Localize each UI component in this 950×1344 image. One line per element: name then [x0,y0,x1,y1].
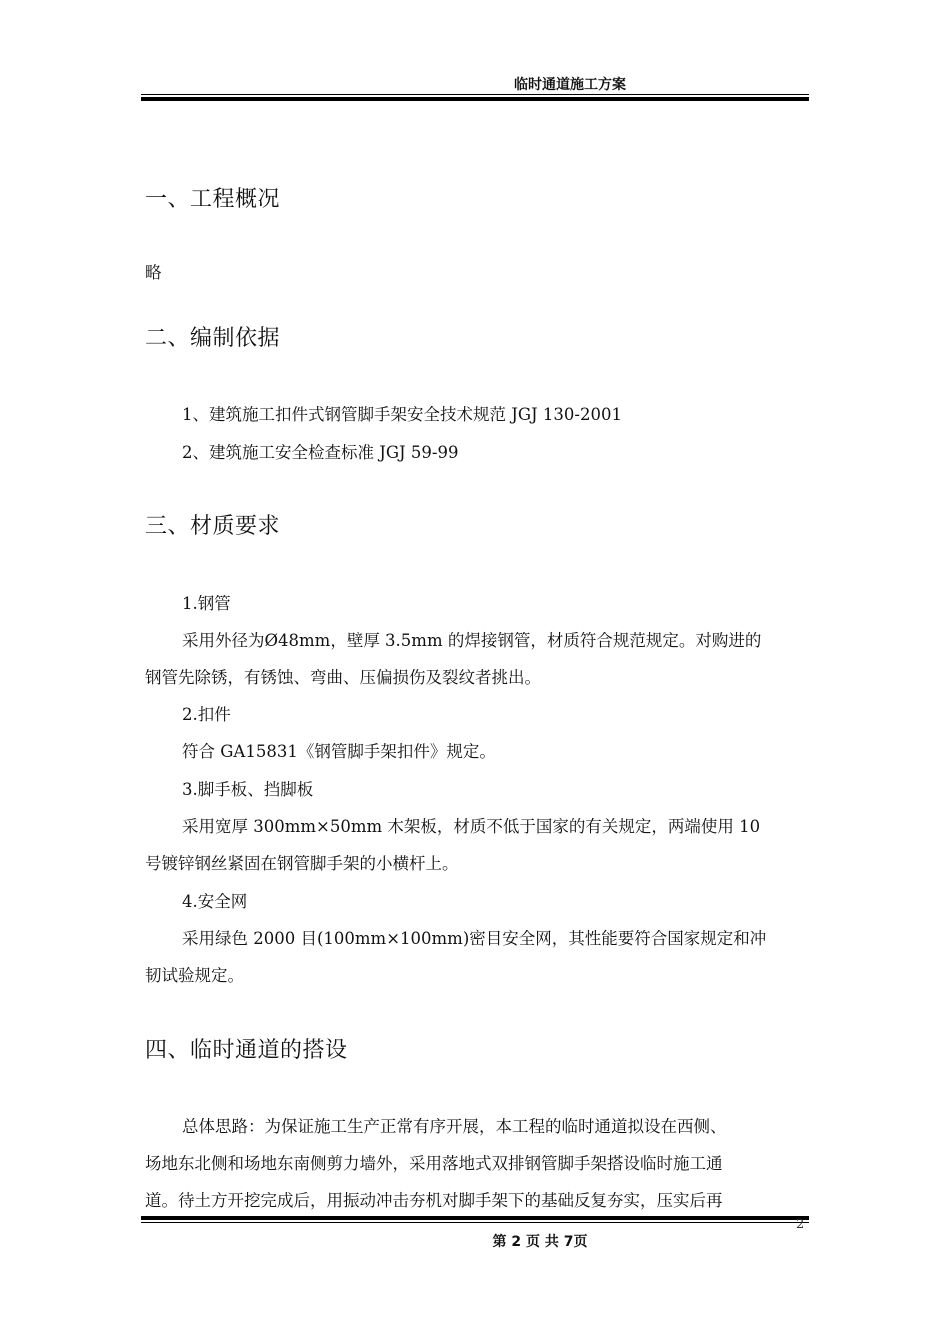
material-subheading: 2.扣件 [182,705,231,724]
footer-rule-thick [141,1216,809,1220]
section-heading-basis: 二、编制依据 [145,326,281,351]
paragraph-line: 采用外径为Ø48mm，壁厚 3.5mm 的焊接钢管，材质符合规范规定。对购进的 [182,631,762,650]
basis-item: 2、建筑施工安全检查标准 JGJ 59-99 [182,443,459,462]
paragraph-line: 采用绿色 2000 目(100mm×100mm)密目安全网，其性能要符合国家规定和冲 [182,929,767,948]
page-label: 第 2 页 共 7页 [492,1234,588,1250]
paragraph-line: 总体思路：为保证施工生产正常有序开展，本工程的临时通道拟设在西侧、 [182,1117,727,1136]
paragraph-line: 符合 GA15831《钢管脚手架扣件》规定。 [182,742,496,761]
paragraph-line: 号镀锌钢丝紧固在钢管脚手架的小横杆上。 [145,854,459,873]
page-number: 2 [796,1217,805,1232]
header-title: 临时通道施工方案 [514,77,626,93]
paragraph-line: 韧试验规定。 [145,966,244,985]
header-rule-thin [141,94,809,95]
material-subheading: 1.钢管 [182,594,231,613]
basis-item: 1、建筑施工扣件式钢管脚手架安全技术规范 JGJ 130-2001 [182,405,622,424]
overview-body: 略 [145,263,162,282]
section-heading-overview: 一、工程概况 [145,187,281,212]
section-heading-construction: 四、临时通道的搭设 [145,1038,348,1063]
material-subheading: 3.脚手板、挡脚板 [182,780,314,799]
footer-rule-thin [141,1222,809,1223]
section-heading-materials: 三、材质要求 [145,514,281,539]
paragraph-line: 钢管先除锈，有锈蚀、弯曲、压偏损伤及裂纹者挑出。 [145,668,541,687]
material-subheading: 4.安全网 [182,892,248,911]
paragraph-line: 场地东北侧和场地东南侧剪力墙外，采用落地式双排钢管脚手架搭设临时施工通 [145,1154,723,1173]
paragraph-line: 采用宽厚 300mm×50mm 木架板，材质不低于国家的有关规定，两端使用 10 [182,817,761,836]
paragraph-line: 道。待土方开挖完成后，用振动冲击夯机对脚手架下的基础反复夯实，压实后再 [145,1191,723,1210]
header-rule-thick [141,97,809,101]
